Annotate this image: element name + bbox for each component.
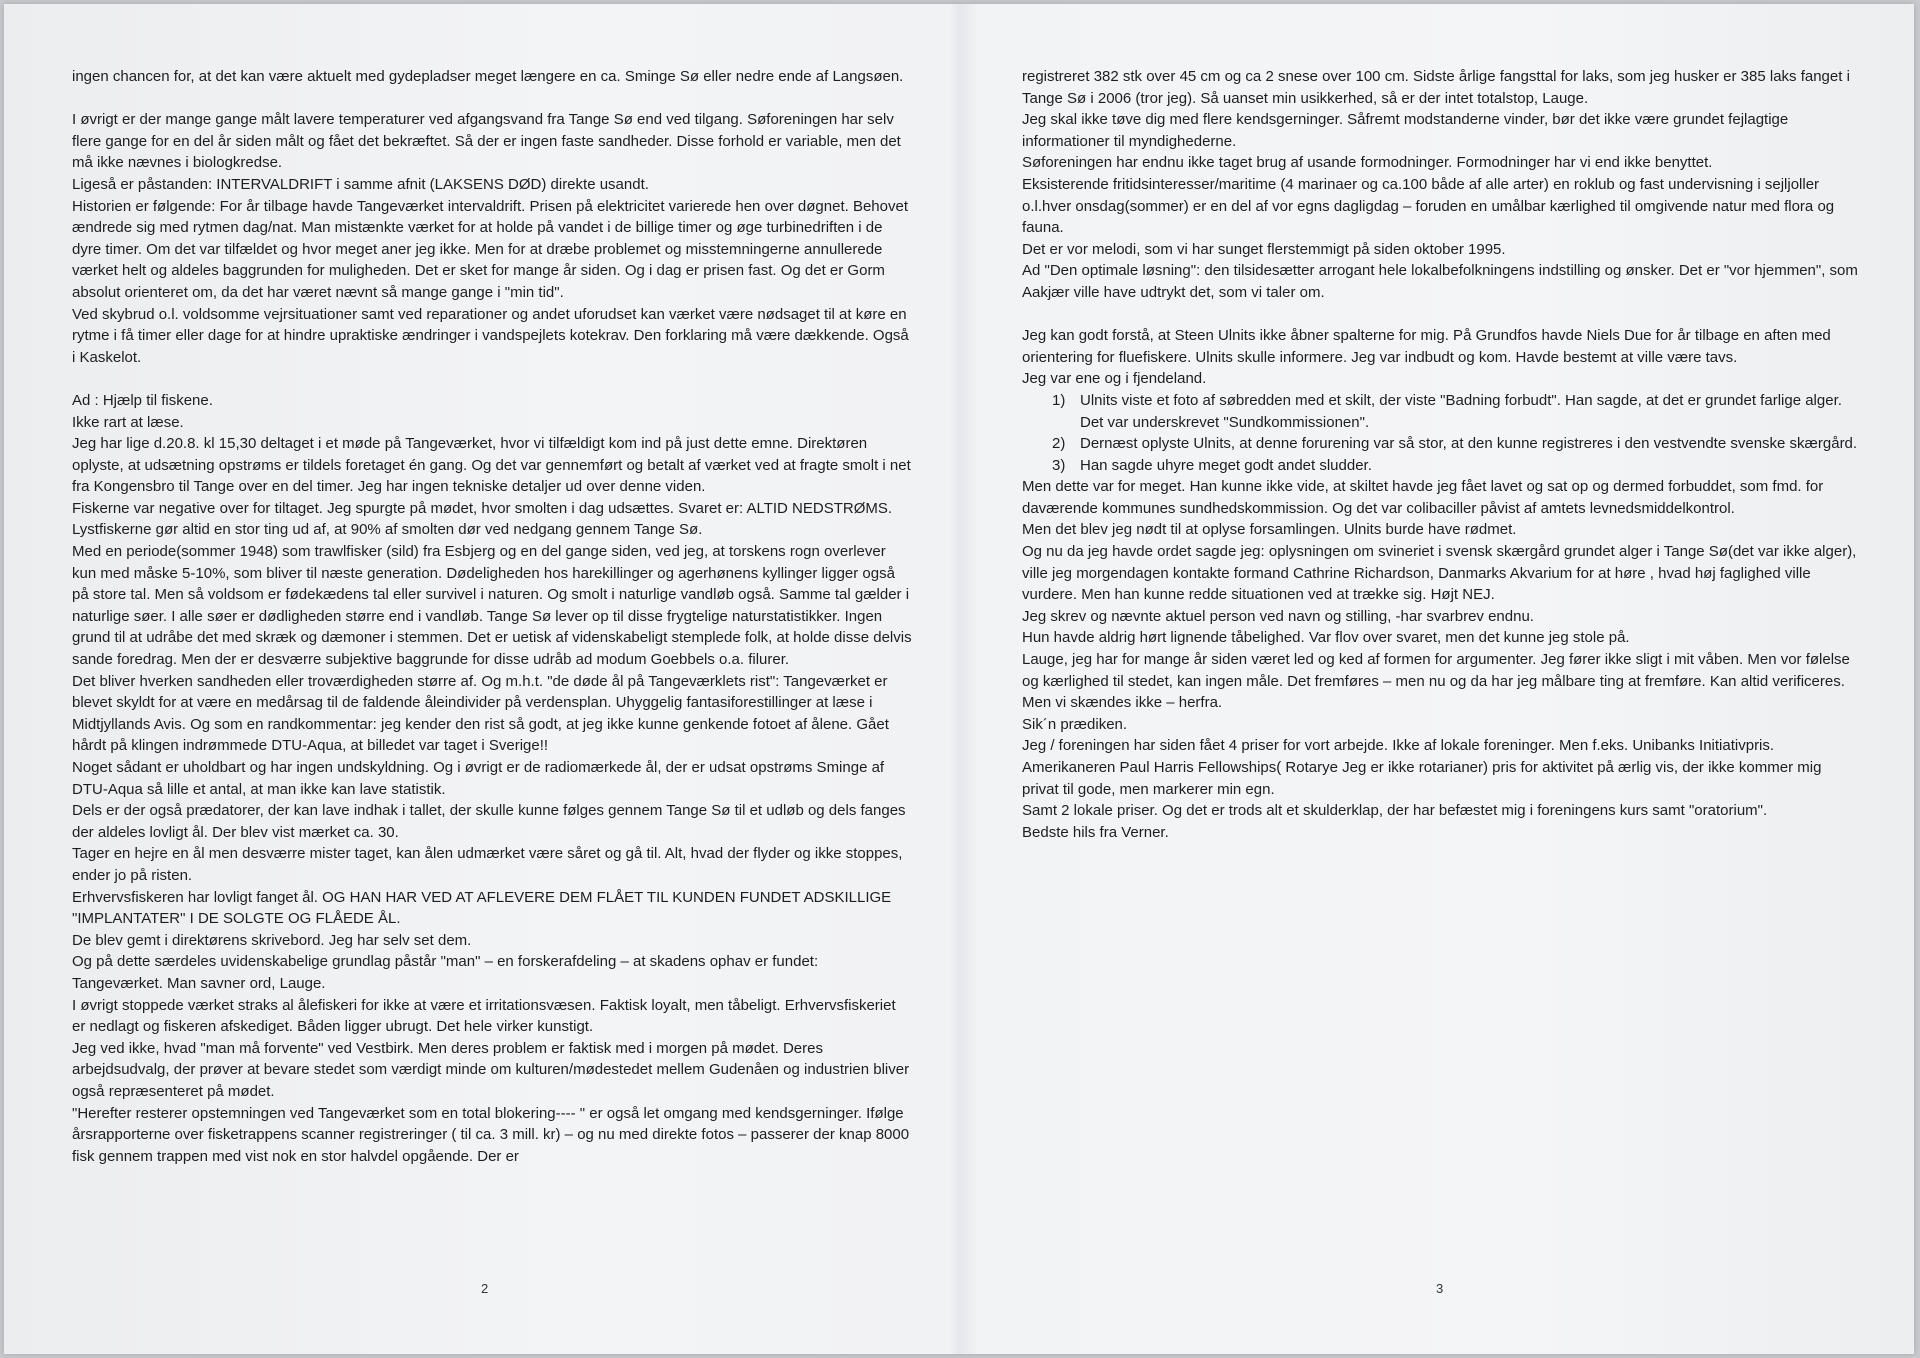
paragraph: Søforeningen har endnu ikke taget brug af usande formodninger. Formodninger har vi end ikke benyttet. [1022,154,1713,172]
paragraph: Jeg ved ikke, hvad "man må forvente" ved Vestbirk. Men deres problem er faktisk med i morgen på mødet. Deres arbejdsudvalg, der prøver at bevare stedet som værdigt minde om kulturen/mødestedet mellem Gudenåen og industrien bliver også repræsenteret på mødet. [72,1039,910,1100]
paragraph: Eksisterende fritidsinteresser/maritime (4 marinaer og ca.100 både af alle arter) en roklub og fast undervisning i sejljoller o.l.hver onsdag(sommer) er en del af vor egns dagligdag – foruden en umålbar kærlighed til omgivende natur med flora og fauna. [1022,175,1835,237]
paragraph: registreret 382 stk over 45 cm og ca 2 snese over 100 cm. Sidste årlige fangsttal for laks, som jeg husker er 385 laks fanget i Tange Sø i 2006 (tror jeg). Så uanset min usikkerhed, så er der intet totalstop, Lauge. [1022,68,1850,107]
paragraph: Og på dette særdeles uvidenskabelige grundlag påstår "man" – en forskerafdeling – at skadens ophav er fundet: Tangeværket. Man savner ord, Lauge. [72,953,819,992]
paragraph: Jeg var ene og i fjendeland. [1022,370,1207,388]
paragraph: Det bliver hverken sandheden eller troværdigheden større af. Og m.h.t. "de døde ål på Tangeværklets rist": Tangeværket er blevet skyldt for at være en medårsag til de faldende åleindivider på verdensplan. Uhyggelig fantasiforestillinger at læse i Midtjyllands Avis. Og som en randkommentar: jeg kender den rist så godt, at jeg ikke kunne genkende fotoet af ålene. Gået hårdt på klingen indrømmede DTU-Aqua, at billedet var taget i Sverige!! [72,672,889,755]
numbered-list [1022,390,1862,476]
list-item [1022,455,1862,477]
right-page [1022,66,1862,843]
document-spread [4,4,1914,1354]
paragraph: Fiskerne var negative over for tiltaget. Jeg spurgte på mødet, hvor smolten i dag udsættes. Svaret er: ALTID NEDSTRØMS. [72,499,893,517]
paragraph: Jeg har lige d.20.8. kl 15,30 deltaget i et møde på Tangeværket, hvor vi tilfældigt kom ind på just dette emne. Direktøren oplyste, at udsætning opstrøms er tildels foretaget én gang. Og det var gennemført og betalt af værket ved at fragte smolt i net fra Kongensbro til Tange over en del timer. Jeg har ingen tekniske detaljer ud over denne viden. [72,435,911,496]
paragraph: Lauge, jeg har for mange år siden været led og ked af formen for argumenter. Jeg fører ikke sligt i mit våben. Men vor følelse og kærlighed til stedet, kan ingen måle. Det fremføres – men nu og da har jeg målbare ting at fremføre. Kan altid verificeres. Men vi skændes ikke – herfra. [1022,651,1850,712]
list-number: 3) [1052,456,1066,474]
paragraph: Tager en hejre en ål men desværre mister taget, kan ålen udmærket være såret og gå til. Alt, hvad der flyder og ikke stoppes, ender jo på risten. [72,845,903,884]
paragraph: Og nu da jeg havde ordet sagde jeg: oplysningen om svineriet i svensk skærgård grundet alger i Tange Sø(det var ikke alger), ville jeg morgendagen kontakte formand Cathrine Richardson, Danmarks Akvarium for at høre , hvad høj faglighed ville vurdere. Men han kunne redde situationen ved at trække sig. Højt NEJ. [1022,543,1857,604]
paragraph: Hun havde aldrig hørt lignende tåbelighed. Var flov over svaret, men det kunne jeg stole på. [1022,629,1630,647]
paragraph: "Herefter resterer opstemningen ved Tangeværket som en total blokering---- " er også let omgang med kendsgerninger. Ifølge årsrapporterne over fisketrappens scanner registreringer ( til ca. 3 mill. kr) – og nu med direkte fotos – passerer der knap 8000 fisk gennem trappen med vist nok en stor halvdel opgående. Der er [72,1104,910,1165]
paragraph: Jeg kan godt forstå, at Steen Ulnits ikke åbner spalterne for mig. På Grundfos havde Niels Due for år tilbage en aften med orientering for fluefiskere. Ulnits skulle informere. Jeg var indbudt og kom. Havde bestemt at ville være tavs. [1022,327,1831,366]
paragraph: Men dette var for meget. Han kunne ikke vide, at skiltet havde jeg fået lavet og sat op og dermed forbuddet, som fmd. for daværende kommunes sundhedskommission. Og det var colibaciller påvist af amtets levnedsmiddelkontrol. [1022,478,1824,517]
paragraph: Ligeså er påstanden: INTERVALDRIFT i samme afnit (LAKSENS DØD) direkte usandt. [72,175,649,193]
paragraph: Sik´n prædiken. [1022,715,1128,733]
left-page [72,66,912,1167]
paragraph: Ad "Den optimale løsning": den tilsidesætter arrogant hele lokalbefolkningens indstilling og ønsker. Det er "vor hjemmen", som Aakjær ville have udtrykt det, som vi taler om. [1022,262,1858,301]
paragraph: Jeg / foreningen har siden fået 4 priser for vort arbejde. Ikke af lokale foreninger. Men f.eks. Unibanks Initiativpris. Amerikaneren Paul Harris Fellowships( Rotarye Jeg er ikke rotarianer) pris for aktivitet på ærlig vis, der ikke kommer mig privat til gode, men markerer min egn. [1022,737,1822,798]
list-number: 2) [1052,435,1066,453]
paragraph: Jeg skrev og nævnte aktuel person ved navn og stilling, -har svarbrev endnu. [1022,607,1534,625]
list-item [1022,433,1862,455]
signature-line: Bedste hils fra Verner. [1022,823,1169,841]
list-item-text: Dernæst oplyste Ulnits, at denne forurening var så stor, at den kunne registreres i den vestvendte svenske skærgård. [1080,435,1858,453]
paragraph: Samt 2 lokale priser. Og det er trods alt et skulderklap, der har befæstet mig i foreningens kurs samt "oratorium". [1022,802,1768,820]
list-number: 1) [1052,391,1066,409]
paragraph: Dels er der også prædatorer, der kan lave indhak i tallet, der skulle kunne følges gennem Tange Sø til et udløb og dels fanges der aldeles lovligt ål. Der blev vist mærket ca. 30. [72,802,906,841]
paragraph: I øvrigt er der mange gange målt lavere temperaturer ved afgangsvand fra Tange Sø end ved tilgang. Søforeningen har selv flere gange for en del år siden målt og fået det bekræftet. Så der er ingen faste sandheder. Disse forhold er variable, men det må ikke nævnes i biologkredse. [72,111,901,172]
paragraph: I øvrigt stoppede værket straks al ålefiskeri for ikke at være et irritationsvæsen. Faktisk loyalt, men tåbeligt. Erhvervsfiskeriet er nedlagt og fiskeren afskediget. Båden ligger ubrugt. Det hele virker kunstigt. [72,996,896,1036]
paragraph: Ved skybrud o.l. voldsomme vejrsituationer samt ved reparationer og andet uforudset kan værket være nødsaget til at køre en rytme i få timer eller dage for at hindre upraktiske ændringer i vandspejlets kotekrav. Den forklaring må være dækkende. Også i Kaskelot. [72,305,909,366]
paragraph: Men det blev jeg nødt til at oplyse forsamlingen. Ulnits burde have rødmet. [1022,521,1517,539]
page-number: 2 [481,1281,489,1296]
paragraph: Historien er følgende: For år tilbage havde Tangeværket intervaldrift. Prisen på elektricitet varierede hen over døgnet. Behovet ændrede sig med rytmen dag/nat. Man mistænkte værket for at holde på vandet i de billige timer og øge turbinedriften i de dyre timer. Om det var tilfældet og hvor meget aner jeg ikke. Men for at dræbe problemet og misstemningerne annullerede værket helt og aldeles baggrunden for muligheden. Det er sket for mange år siden. Og i dag er prisen fast. Og det er Gorm absolut orienteret om, da det har været nævnt så mange gange i "min tid". [72,197,908,301]
paragraph: De blev gemt i direktørens skrivebord. Jeg har selv set dem. [72,931,472,949]
page-number: 3 [1436,1281,1444,1296]
list-item [1022,390,1862,433]
list-item-text: Ulnits viste et foto af søbredden med et skilt, der viste "Badning forbudt". Han sagde, at det er grundet farlige alger. Det var underskrevet "Sundkommissionen". [1080,391,1842,431]
paragraph: Jeg skal ikke tøve dig med flere kendsgerninger. Såfremt modstanderne vinder, bør det ikke være grundet fejlagtige informationer til myndighederne. [1022,111,1789,150]
section-heading: Ad : Hjælp til fiskene. [72,391,213,409]
paragraph: Lystfiskerne gør altid en stor ting ud af, at 90% af smolten dør ved nedgang gennem Tange Sø. [72,521,703,539]
paragraph: Med en periode(sommer 1948) som trawlfisker (sild) fra Esbjerg og en del gange siden, ved jeg, at torskens rogn overlever kun med måske 5-10%, som bliver til næste generation. Dødeligheden hos harekillinger og agerhønens kyllinger ligger også på store tal. Men så voldsom er fødekædens tal eller survivel i naturen. Og smolt i naturlige vandløb også. Samme tal gælder i naturlige søer. I alle søer er dødligheden større end i vandløb. Tange Sø lever op til disse frygtelige naturstatistikker. Ingen grund til at udråbe det med skræk og dæmoner i stemmen. Det er uetisk af videnskabeligt stemplede folk, at holde disse delvis sande foredrag. Men der er desværre subjektive baggrunde for disse udråb ad modum Goebbels o.a. filurer. [72,543,912,669]
paragraph: Ikke rart at læse. [72,413,184,431]
list-item-text: Han sagde uhyre meget godt andet sludder. [1080,456,1372,474]
paragraph: ingen chancen for, at det kan være aktuelt med gydepladser meget længere en ca. Sminge Sø eller nedre ende af Langsøen. [72,68,904,85]
paragraph: Noget sådant er uholdbart og har ingen undskyldning. Og i øvrigt er de radiomærkede ål, der er udsat opstrøms Sminge af DTU-Aqua så lille et antal, at man ikke kan lave statistik. [72,759,885,798]
paragraph: Det er vor melodi, som vi har sunget flerstemmigt på siden oktober 1995. [1022,240,1506,258]
paragraph: Erhvervsfiskeren har lovligt fanget ål. OG HAN HAR VED AT AFLEVERE DEM FLÅET TIL KUNDEN FUNDET ADSKILLIGE "IMPLANTATER" I DE SOLGTE OG FLÅEDE ÅL. [72,888,892,928]
